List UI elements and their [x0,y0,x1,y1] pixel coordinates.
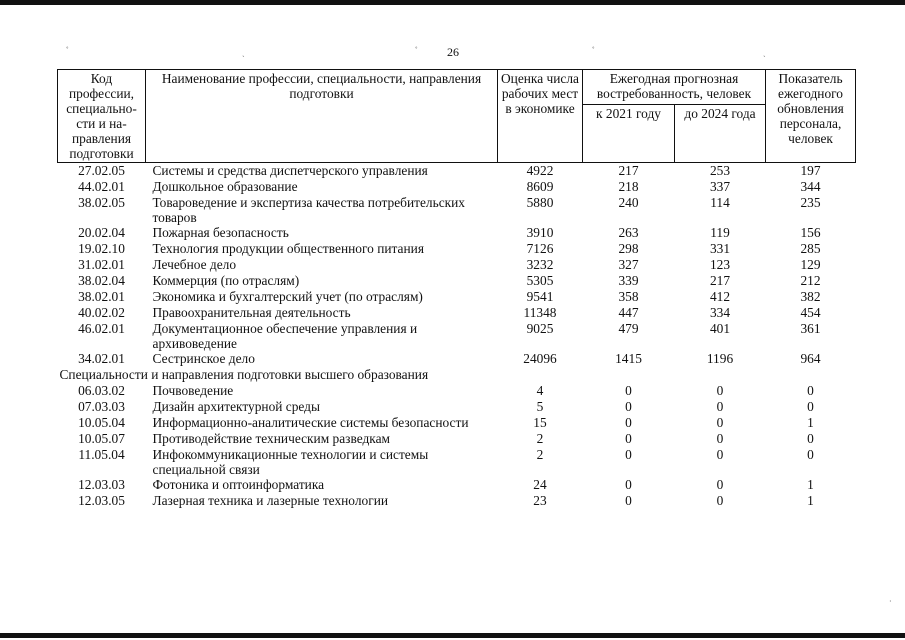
cell-code: 40.02.02 [78,305,125,320]
cell-demand-2024: 0 [716,415,724,430]
cell-demand-2021: 218 [618,179,639,194]
cell-name: Инфокоммуникационные технологии и системы специальной связи [152,447,429,477]
header-renewal: Показатель ежегодного обновления персонала, человек [766,70,856,163]
cell-demand-2024: 123 [709,257,731,272]
cell-demand-2024: 401 [709,321,731,336]
cell-renewal: 964 [800,351,821,366]
header-jobs-estimate: Оценка числа рабочих мест в экономике [498,70,583,163]
cell-demand-2021: 447 [618,305,639,320]
cell-demand-2021: 0 [625,431,632,446]
header-code: Код профессии, специально-сти и на-правления подготовки [58,70,146,163]
cell-code: 06.03.02 [78,383,125,398]
cell-demand-2021: 0 [625,415,632,430]
table-row [58,273,856,289]
cell-name: Товароведение и экспертиза качества потребительских товаров [152,195,466,225]
cell-code: 31.02.01 [78,257,125,272]
cell-code: 38.02.01 [78,289,125,304]
cell-demand-2024: 0 [716,447,724,462]
cell-code: 10.05.07 [78,431,125,446]
cell-demand-2024: 337 [709,179,731,194]
cell-jobs: 8609 [526,179,554,194]
cell-name: Сестринское дело [152,351,255,366]
cell-demand-2021: 479 [618,321,639,336]
cell-jobs: 15 [533,415,547,430]
cell-renewal: 0 [807,399,814,414]
cell-demand-2024: 217 [709,273,731,288]
cell-renewal: 1 [807,415,814,430]
cell-jobs: 3232 [526,257,554,272]
cell-jobs: 23 [533,493,547,508]
scan-speck: ˎ [763,48,766,57]
table-header [58,70,856,163]
table-row [58,447,856,477]
cell-name: Дошкольное образование [152,179,298,194]
header-to-2024: до 2024 года [675,105,766,163]
cell-demand-2021: 0 [625,399,632,414]
cell-demand-2024: 334 [709,305,731,320]
cell-demand-2024: 0 [716,383,724,398]
page-number: 26 [447,45,459,59]
scan-border-top [0,0,905,5]
scan-border-bottom [0,633,905,638]
cell-jobs: 5305 [526,273,554,288]
cell-jobs: 9025 [526,321,554,336]
cell-demand-2021: 298 [618,241,639,256]
cell-name: Правоохранительная деятельность [152,305,351,320]
cell-name: Почвоведение [152,383,234,398]
cell-demand-2021: 1415 [615,351,642,366]
cell-jobs: 3910 [526,225,554,240]
cell-renewal: 0 [807,431,814,446]
cell-demand-2024: 1196 [706,351,734,366]
table-row [58,225,856,241]
cell-code: 11.05.04 [78,447,125,462]
cell-renewal: 1 [807,493,814,508]
cell-code: 07.03.03 [78,399,125,414]
table-row [58,305,856,321]
scan-speck: ˚ [415,46,418,55]
section-title: Специальности и направления подготовки высшего образования [59,367,429,382]
cell-demand-2021: 0 [625,477,632,492]
cell-code: 38.02.05 [78,195,125,210]
cell-jobs: 11348 [523,305,557,320]
cell-demand-2021: 0 [625,383,632,398]
cell-demand-2024: 412 [709,289,731,304]
table-row [58,163,856,180]
cell-code: 34.02.01 [78,351,125,366]
cell-demand-2021: 217 [618,163,639,178]
scan-speck: · [889,597,892,606]
cell-demand-2021: 358 [618,289,639,304]
table-row [58,493,856,509]
cell-name: Документационное обеспечение управления и архивоведение [152,321,418,351]
table-row [58,257,856,273]
cell-code: 44.02.01 [78,179,125,194]
cell-name: Фотоника и оптоинформатика [152,477,325,492]
cell-demand-2024: 331 [709,241,731,256]
cell-demand-2021: 0 [625,493,632,508]
cell-name: Технология продукции общественного питания [152,241,424,256]
cell-jobs: 9541 [526,289,554,304]
cell-jobs: 2 [536,431,544,446]
cell-renewal: 197 [800,163,821,178]
header-to-2021: к 2021 году [583,105,675,163]
cell-renewal: 285 [800,241,821,256]
header-annual-demand: Ежегодная прогнозная востребованность, человек [583,70,766,105]
cell-demand-2024: 0 [716,399,724,414]
cell-name: Лечебное дело [152,257,237,272]
scan-speck: ˎ [242,48,245,57]
cell-demand-2024: 119 [710,225,730,240]
cell-name: Пожарная безопасность [152,225,289,240]
professions-table [57,69,856,509]
cell-name: Противодействие техническим разведкам [152,431,391,446]
cell-demand-2024: 253 [709,163,731,178]
cell-jobs: 7126 [526,241,554,256]
table-row [58,383,856,399]
cell-code: 19.02.10 [78,241,125,256]
table-row [58,477,856,493]
cell-jobs: 5 [536,399,544,414]
cell-name: Информационно-аналитические системы безопасности [152,415,469,430]
cell-demand-2024: 114 [710,195,730,210]
cell-code: 10.05.04 [78,415,125,430]
cell-renewal: 361 [800,321,821,336]
cell-demand-2021: 339 [618,273,639,288]
cell-name: Системы и средства диспетчерского управления [152,163,428,178]
cell-name: Экономика и бухгалтерский учет (по отраслям) [152,289,423,304]
table-row [58,241,856,257]
cell-demand-2021: 0 [625,447,632,462]
cell-renewal: 382 [800,289,821,304]
cell-renewal: 0 [807,447,814,462]
cell-code: 38.02.04 [78,273,125,288]
cell-code: 27.02.05 [78,163,125,178]
section-row [58,367,856,383]
cell-demand-2024: 0 [716,477,724,492]
header-name: Наименование профессии, специальности, направления подготовки [146,70,498,163]
cell-code: 20.02.04 [78,225,125,240]
cell-code: 12.03.05 [78,493,125,508]
cell-demand-2021: 240 [618,195,639,210]
cell-renewal: 156 [800,225,821,240]
cell-name: Лазерная техника и лазерные технологии [152,493,389,508]
table-row [58,289,856,305]
cell-jobs: 5880 [526,195,554,210]
cell-demand-2021: 263 [618,225,639,240]
table-row [58,179,856,195]
table-body [58,163,856,510]
table-row [58,431,856,447]
cell-name: Коммерция (по отраслям) [152,273,300,288]
table-row [58,195,856,225]
cell-renewal: 129 [800,257,821,272]
cell-renewal: 344 [800,179,821,194]
scan-speck: ˚ [66,46,69,55]
cell-jobs: 2 [536,447,544,462]
cell-renewal: 235 [800,195,821,210]
table-row [58,351,856,367]
cell-jobs: 24096 [523,351,557,366]
cell-jobs: 4 [536,383,544,398]
cell-demand-2024: 0 [716,493,724,508]
cell-renewal: 454 [800,305,821,320]
cell-demand-2024: 0 [716,431,724,446]
cell-renewal: 0 [807,383,814,398]
cell-code: 46.02.01 [78,321,125,336]
cell-name: Дизайн архитектурной среды [152,399,320,414]
cell-jobs: 4922 [526,163,554,178]
cell-demand-2021: 327 [618,257,639,272]
cell-renewal: 212 [800,273,821,288]
cell-renewal: 1 [807,477,814,492]
table-row [58,399,856,415]
cell-jobs: 24 [533,477,547,492]
scan-speck: ˚ [592,46,595,55]
table-row [58,415,856,431]
cell-code: 12.03.03 [78,477,125,492]
table-row [58,321,856,351]
